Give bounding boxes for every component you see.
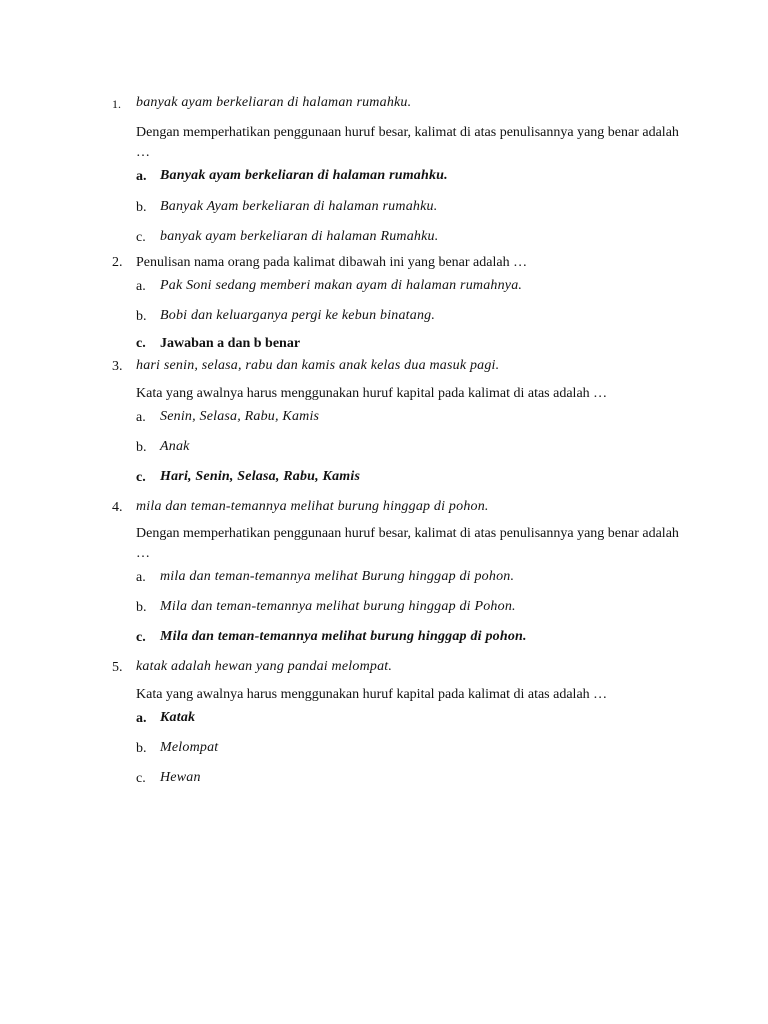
question-statement: mila dan teman-temannya melihat burung hinggap di pohon.	[136, 499, 489, 514]
option-text: Bobi dan keluarganya pergi ke kebun binatang.	[160, 308, 436, 323]
option-letter: a.	[136, 169, 147, 184]
question-number: 2.	[112, 255, 123, 270]
question-number: 3.	[112, 359, 123, 374]
option-text: Mila dan teman-temannya melihat burung hinggap di Pohon.	[160, 599, 516, 614]
question-instruction: Kata yang awalnya harus menggunakan huruf kapital pada kalimat di atas adalah …	[136, 386, 608, 401]
option-text: Melompat	[160, 740, 219, 755]
option-text: Pak Soni sedang memberi makan ayam di halaman rumahnya.	[160, 278, 523, 293]
option-letter: b.	[136, 200, 147, 215]
question-statement: katak adalah hewan yang pandai melompat.	[136, 659, 393, 674]
option-letter: c.	[136, 470, 146, 485]
option-letter: c.	[136, 771, 146, 786]
question-instruction: Dengan memperhatikan penggunaan huruf besar, kalimat di atas penulisannya yang benar adalah …	[136, 526, 679, 561]
option-text: mila dan teman-temannya melihat Burung hinggap di pohon.	[160, 569, 515, 584]
question-number: 1.	[112, 97, 121, 111]
question-instruction: Penulisan nama orang pada kalimat dibawah ini yang benar adalah …	[136, 255, 528, 270]
option-letter: b.	[136, 309, 147, 324]
option-letter: b.	[136, 600, 147, 615]
option-letter: b.	[136, 440, 147, 455]
question-statement: hari senin, selasa, rabu dan kamis anak kelas dua masuk pagi.	[136, 358, 500, 373]
option-text: Hari, Senin, Selasa, Rabu, Kamis	[160, 469, 361, 484]
option-letter: c.	[136, 630, 146, 645]
question-number: 5.	[112, 660, 123, 675]
option-letter: b.	[136, 741, 147, 756]
option-letter: a.	[136, 410, 146, 425]
option-text: Anak	[160, 439, 190, 454]
option-text: Jawaban a dan b benar	[160, 336, 301, 351]
option-letter: a.	[136, 711, 147, 726]
question-instruction: Kata yang awalnya harus menggunakan huruf kapital pada kalimat di atas adalah …	[136, 687, 608, 702]
option-text: Hewan	[160, 770, 201, 785]
question-statement: banyak ayam berkeliaran di halaman rumahku.	[136, 95, 412, 110]
option-text: banyak ayam berkeliaran di halaman Rumahku.	[160, 229, 439, 244]
option-letter: a.	[136, 279, 146, 294]
option-letter: c.	[136, 230, 146, 245]
option-letter: a.	[136, 570, 146, 585]
question-number: 4.	[112, 500, 123, 515]
option-text: Katak	[160, 710, 196, 725]
option-text: Mila dan teman-temannya melihat burung hinggap di pohon.	[160, 629, 527, 644]
option-letter: c.	[136, 336, 146, 351]
question-instruction: Dengan memperhatikan penggunaan huruf besar, kalimat di atas penulisannya yang benar adalah …	[136, 125, 679, 160]
option-text: Senin, Selasa, Rabu, Kamis	[160, 409, 320, 424]
option-text: Banyak Ayam berkeliaran di halaman rumahku.	[160, 199, 438, 214]
option-text: Banyak ayam berkeliaran di halaman rumahku.	[160, 168, 448, 183]
